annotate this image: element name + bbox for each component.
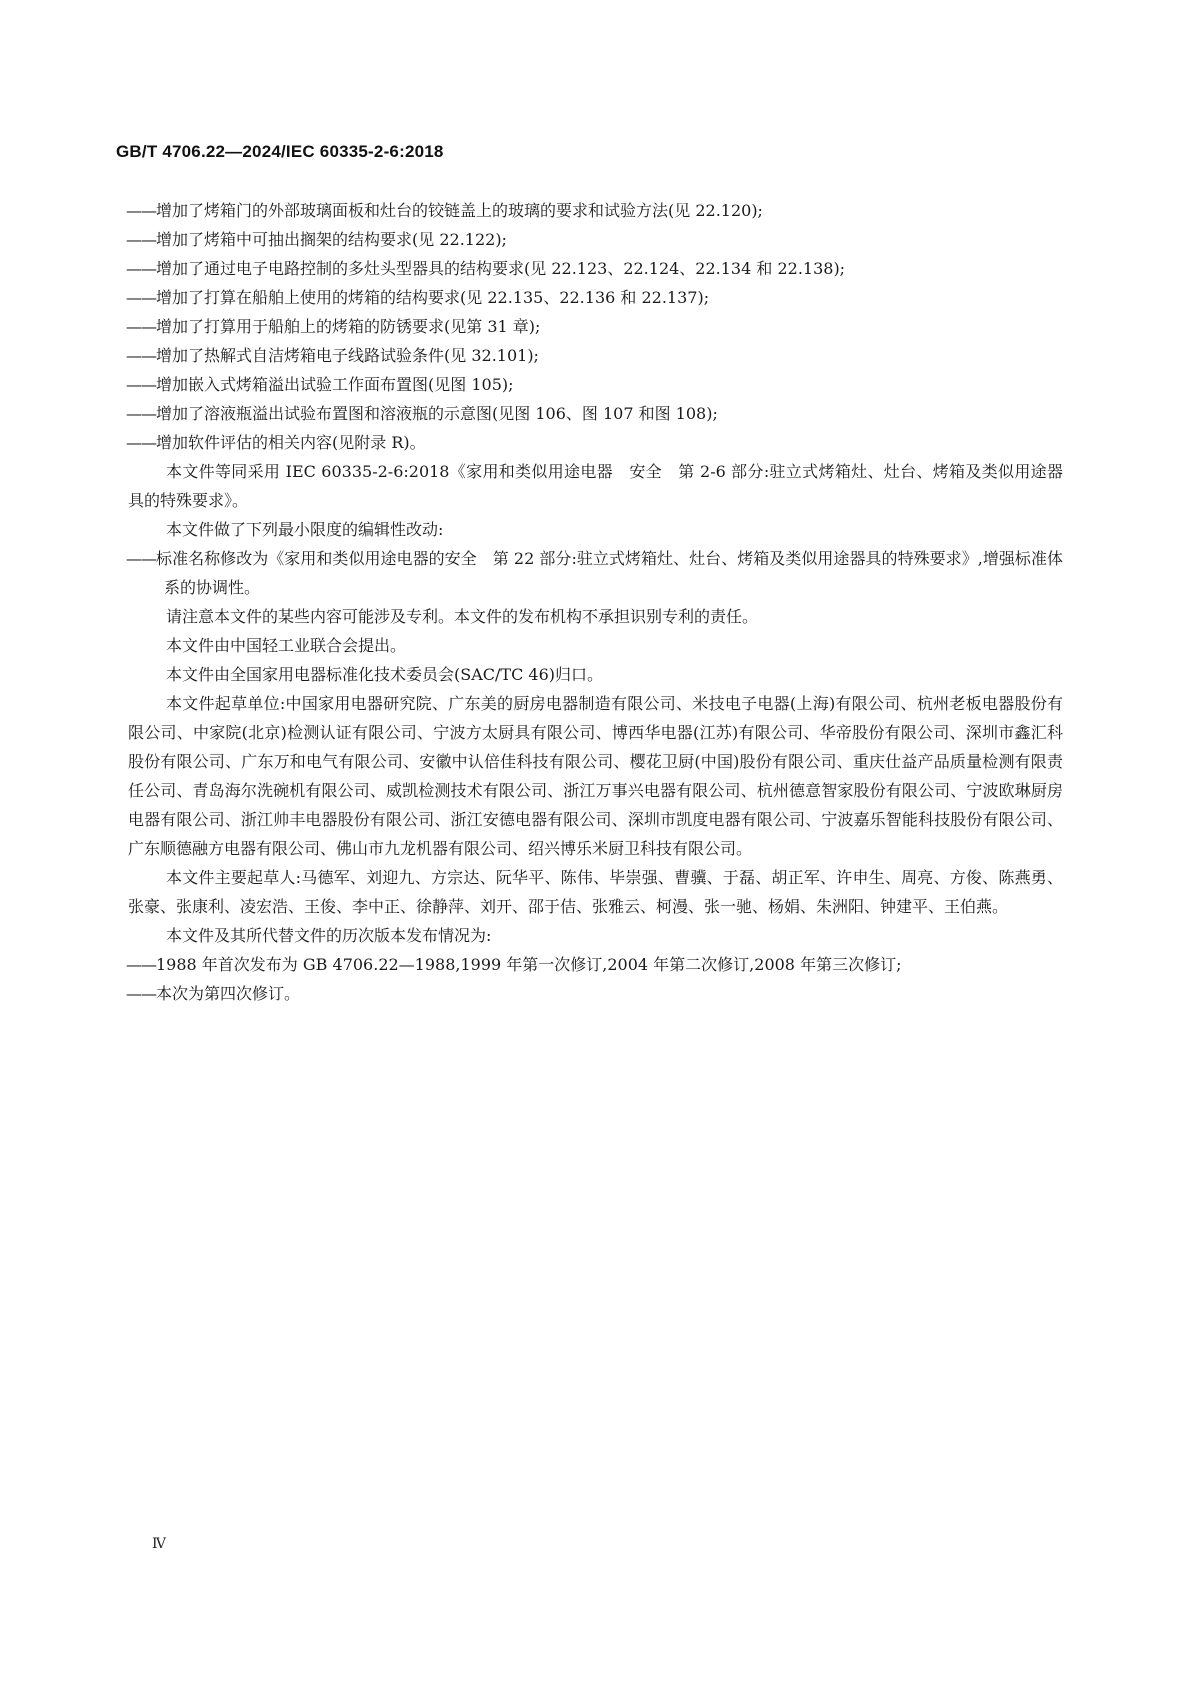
paragraph-text: 本文件做了下列最小限度的编辑性改动:	[166, 520, 444, 539]
paragraph-text: 本文件及其所代替文件的历次版本发布情况为:	[166, 926, 492, 945]
paragraph-text: 请注意本文件的某些内容可能涉及专利。本文件的发布机构不承担识别专利的责任。	[166, 607, 759, 626]
body-paragraph	[128, 602, 1063, 631]
dash-marker: ——	[126, 288, 156, 307]
dash-list-item	[0, 428, 1063, 457]
dash-marker: ——	[126, 230, 156, 249]
paragraph-text: 本文件起草单位:中国家用电器研究院、广东美的厨房电器制造有限公司、米技电子电器(上海)有限公司、杭州老板电器股份有限公司、中家院(北京)检测认证有限公司、宁波方太厨具有限公司、博西华电器(江苏)有限公司、华帝股份有限公司、深圳市鑫汇科股份有限公司、广东万和电气有限公司、安徽中认倍佳科技有限公司、樱花卫厨(中国)股份有限公司、重庆仕益产品质量检测有限责任公司、青岛海尔洗碗机有限公司、威凯检测技术有限公司、浙江万事兴电器有限公司、杭州德意智家股份有限公司、宁波欧琳厨房电器有限公司、浙江帅丰电器股份有限公司、浙江安德电器有限公司、深圳市凯度电器有限公司、宁波嘉乐智能科技股份有限公司、广东顺德融方电器有限公司、佛山市九龙机器有限公司、绍兴博乐米厨卫科技有限公司。	[128, 694, 1063, 858]
body-paragraph	[128, 515, 1063, 544]
dash-marker: ——	[126, 955, 156, 974]
page-number: Ⅳ	[152, 1536, 166, 1552]
paragraph-text: 增加了烤箱门的外部玻璃面板和灶台的铰链盖上的玻璃的要求和试验方法(见 22.120);	[156, 201, 763, 220]
dash-list-item	[0, 950, 1063, 979]
paragraph-text: 增加了热解式自洁烤箱电子线路试验条件(见 32.101);	[156, 346, 539, 365]
dash-marker: ——	[126, 984, 156, 1003]
paragraph-text: 本次为第四次修订。	[156, 984, 301, 1003]
document-header-id: GB/T 4706.22—2024/IEC 60335-2-6:2018	[116, 142, 444, 161]
paragraph-text: 本文件等同采用 IEC 60335-2-6:2018《家用和类似用途电器 安全 第 2-6 部分:驻立式烤箱灶、灶台、烤箱及类似用途器具的特殊要求》。	[128, 462, 1063, 510]
dash-list-item	[0, 283, 1063, 312]
paragraph-text: 标准名称修改为《家用和类似用途电器的安全 第 22 部分:驻立式烤箱灶、灶台、烤箱及类似用途器具的特殊要求》,增强标准体系的协调性。	[156, 549, 1063, 597]
paragraph-text: 1988 年首次发布为 GB 4706.22—1988,1999 年第一次修订,2004 年第二次修订,2008 年第三次修订;	[156, 955, 902, 974]
body-paragraph	[128, 921, 1063, 950]
dash-list-item	[0, 399, 1063, 428]
dash-list-item	[0, 254, 1063, 283]
dash-marker: ——	[126, 404, 156, 423]
paragraph-text: 增加软件评估的相关内容(见附录 R)。	[156, 433, 426, 452]
body-paragraph	[128, 631, 1063, 660]
dash-marker: ——	[126, 433, 156, 452]
dash-list-item	[0, 370, 1063, 399]
paragraph-text: 增加了通过电子电路控制的多灶头型器具的结构要求(见 22.123、22.124、22.134 和 22.138);	[156, 259, 846, 278]
paragraph-text: 增加嵌入式烤箱溢出试验工作面布置图(见图 105);	[156, 375, 514, 394]
dash-marker: ——	[126, 317, 156, 336]
paragraph-text: 本文件由全国家用电器标准化技术委员会(SAC/TC 46)归口。	[166, 665, 603, 684]
body-paragraph	[128, 660, 1063, 689]
paragraph-text: 增加了溶液瓶溢出试验布置图和溶液瓶的示意图(见图 106、图 107 和图 108);	[156, 404, 718, 423]
body-paragraph	[128, 863, 1063, 921]
dash-list-item	[0, 312, 1063, 341]
body-paragraph	[128, 457, 1063, 515]
dash-marker: ——	[126, 259, 156, 278]
paragraph-text: 本文件主要起草人:马德军、刘迎九、方宗达、阮华平、陈伟、毕崇强、曹骥、于磊、胡正军、许申生、周亮、方俊、陈燕勇、张豪、张康利、凌宏浩、王俊、李中正、徐静萍、刘开、邵于佶、张雅云、柯漫、张一驰、杨娟、朱洲阳、钟建平、王伯燕。	[128, 868, 1063, 916]
dash-marker: ——	[126, 346, 156, 365]
dash-list-item	[0, 544, 1063, 602]
paragraph-text: 增加了打算用于船舶上的烤箱的防锈要求(见第 31 章);	[156, 317, 541, 336]
paragraph-text: 本文件由中国轻工业联合会提出。	[166, 636, 407, 655]
dash-marker: ——	[126, 375, 156, 394]
dash-list-item	[0, 196, 1063, 225]
dash-list-item	[0, 341, 1063, 370]
paragraph-text: 增加了烤箱中可抽出搁架的结构要求(见 22.122);	[156, 230, 507, 249]
dash-marker: ——	[126, 549, 156, 568]
dash-list-item	[0, 225, 1063, 254]
body-paragraph	[128, 689, 1063, 863]
dash-list-item	[0, 979, 1063, 1008]
document-body	[128, 196, 1063, 1008]
dash-marker: ——	[126, 201, 156, 220]
paragraph-text: 增加了打算在船舶上使用的烤箱的结构要求(见 22.135、22.136 和 22.137);	[156, 288, 710, 307]
